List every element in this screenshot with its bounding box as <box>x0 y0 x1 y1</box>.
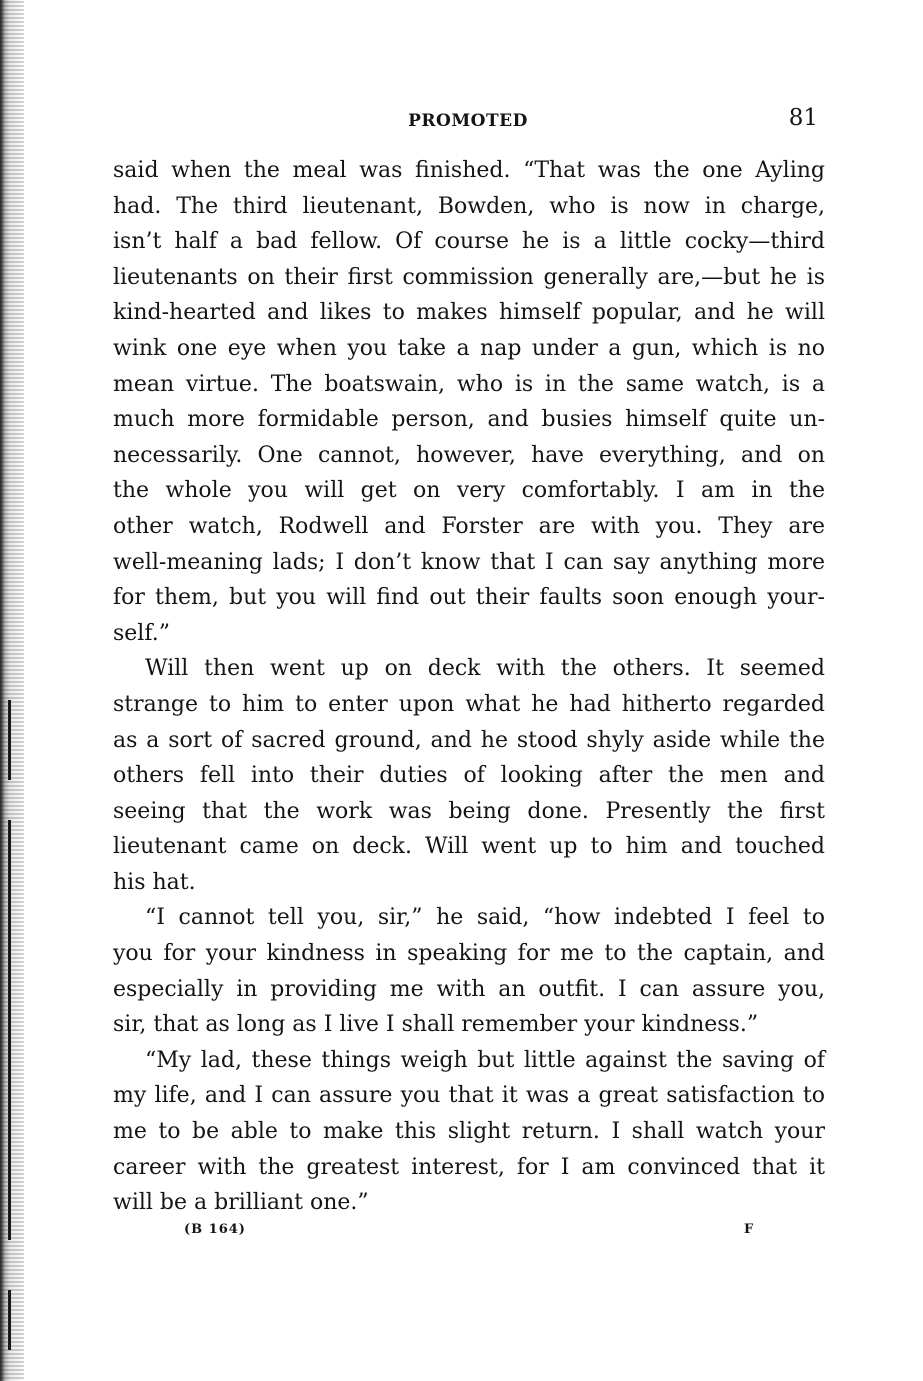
paragraph <box>113 1043 825 1221</box>
text-line: well-meaning lads; I don’t know that I can say anything more <box>113 549 825 575</box>
text-line: the whole you will get on very comfortably. I am in the <box>113 478 825 504</box>
text-line: Will then went up on deck with the others. It seemed <box>145 656 825 682</box>
text-line: isn’t half a bad fellow. Of course he is a little cocky—third <box>113 229 825 255</box>
text-line: career with the greatest interest, for I am convinced that it <box>113 1154 825 1180</box>
page-header <box>112 105 824 137</box>
text-line: sir, that as long as I live I shall remember your kindness.” <box>113 1012 759 1038</box>
text-line: had. The third lieutenant, Bowden, who is now in charge, <box>113 193 825 219</box>
text-line: others fell into their duties of looking after the men and <box>113 763 825 789</box>
text-line: you for your kindness in speaking for me to the captain, and <box>113 941 825 967</box>
paragraph <box>113 153 825 651</box>
signature-code: (B 164) <box>184 1222 246 1237</box>
text-line: especially in providing me with an outfit. I can assure you, <box>113 976 825 1002</box>
running-head: PROMOTED <box>408 111 528 131</box>
page-footer <box>112 1222 824 1244</box>
text-line: for them, but you will find out their faults soon enough your- <box>113 585 825 611</box>
text-line: wink one eye when you take a nap under a gun, which is no <box>113 335 825 361</box>
signature-letter: F <box>744 1222 754 1237</box>
paragraph <box>113 900 825 1042</box>
text-line: said when the meal was finished. “That was the one Ayling <box>113 158 825 183</box>
text-line: my life, and I can assure you that it was a great satisfaction to <box>113 1083 825 1109</box>
text-line: me to be able to make this slight return. I shall watch your <box>113 1119 825 1145</box>
body-text <box>113 153 825 1221</box>
text-line: will be a brilliant one.” <box>113 1190 369 1216</box>
text-line: seeing that the work was being done. Presently the first <box>113 798 825 824</box>
text-line: his hat. <box>113 869 196 895</box>
text-line: necessarily. One cannot, however, have everything, and on <box>113 442 825 468</box>
text-line: lieutenant came on deck. Will went up to him and touched <box>113 834 825 860</box>
paragraph <box>113 651 825 900</box>
text-line: self.” <box>113 620 170 646</box>
text-line: much more formidable person, and busies himself quite un- <box>113 407 825 433</box>
scan-binding-edge <box>0 0 24 1381</box>
text-line: as a sort of sacred ground, and he stood shyly aside while the <box>113 727 825 753</box>
text-line: lieutenants on their first commission generally are,—but he is <box>113 264 825 290</box>
text-line: other watch, Rodwell and Forster are with you. They are <box>113 513 825 539</box>
text-line: mean virtue. The boatswain, who is in the same watch, is a <box>113 371 825 397</box>
page-number: 81 <box>788 105 818 131</box>
text-line: kind-hearted and likes to makes himself popular, and he will <box>113 300 825 326</box>
text-line: strange to him to enter upon what he had hitherto regarded <box>113 691 825 717</box>
text-line: “My lad, these things weigh but little against the saving of <box>145 1047 825 1073</box>
text-line: “I cannot tell you, sir,” he said, “how indebted I feel to <box>145 905 825 931</box>
